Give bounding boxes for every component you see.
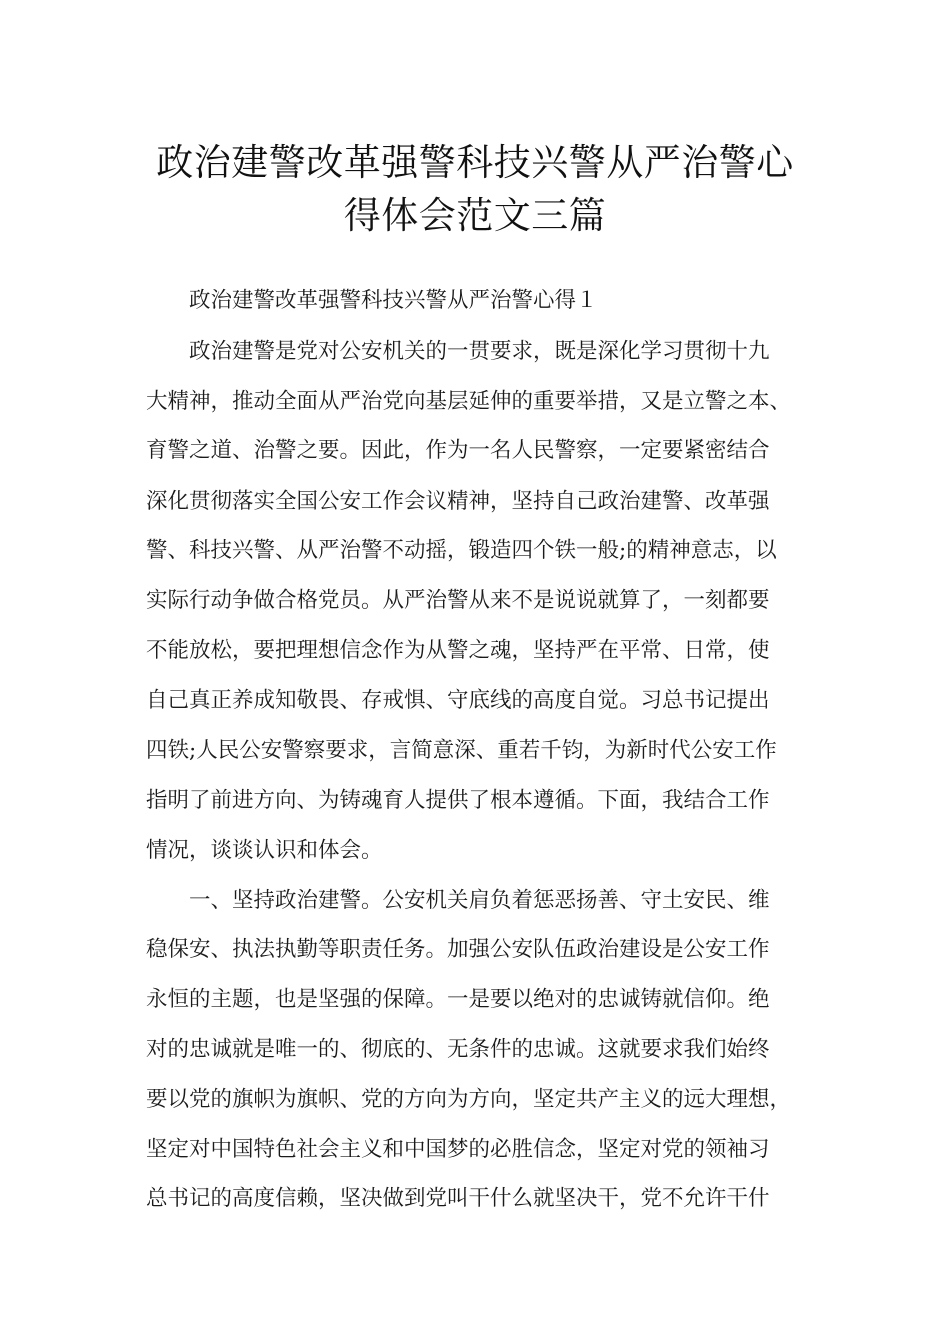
- paragraph-line: 指明了前进方向、为铸魂育人提供了根本遵循。下面，我结合工作: [146, 788, 770, 813]
- paragraph-line: 实际行动争做合格党员。从严治警从来不是说说就算了，一刻都要: [146, 588, 770, 613]
- paragraph-line: 稳保安、执法执勤等职责任务。加强公安队伍政治建设是公安工作: [146, 937, 770, 962]
- paragraph-line: 自己真正养成知敬畏、存戒惧、守底线的高度自觉。习总书记提出: [146, 688, 770, 713]
- paragraph-line: 警、科技兴警、从严治警不动摇，锻造四个铁一般;的精神意志，以: [146, 538, 777, 563]
- paragraph-line: 总书记的高度信赖，坚决做到党叫干什么就坚决干，党不允许干什: [146, 1186, 770, 1211]
- document-title-line-1: 政治建警改革强警科技兴警从严治警心: [156, 141, 794, 184]
- document-title-line-2: 得体会范文三篇: [343, 194, 607, 237]
- paragraph-line: 不能放松，要把理想信念作为从警之魂，坚持严在平常、日常，使: [146, 638, 770, 663]
- paragraph-line: 政治建警是党对公安机关的一贯要求，既是深化学习贯彻十九: [146, 339, 770, 364]
- paragraph-line: 深化贯彻落实全国公安工作会议精神，坚持自己政治建警、改革强: [146, 489, 770, 514]
- paragraph-line: 永恒的主题，也是坚强的保障。一是要以绝对的忠诚铸就信仰。绝: [146, 987, 770, 1012]
- paragraph-line: 一、坚持政治建警。公安机关肩负着惩恶扬善、守土安民、维: [146, 888, 770, 913]
- paragraph-line: 育警之道、治警之要。因此，作为一名人民警察，一定要紧密结合: [146, 438, 770, 463]
- paragraph-line: 对的忠诚就是唯一的、彻底的、无条件的忠诚。这就要求我们始终: [146, 1037, 770, 1062]
- paragraph-line: 情况，谈谈认识和体会。: [146, 838, 383, 863]
- paragraph-line: 大精神，推动全面从严治党向基层延伸的重要举措，又是立警之本、: [146, 389, 792, 414]
- paragraph-line: 要以党的旗帜为旗帜、党的方向为方向，坚定共产主义的远大理想，: [146, 1087, 792, 1112]
- paragraph-line: 四铁;人民公安警察要求，言简意深、重若千钧，为新时代公安工作: [146, 738, 777, 763]
- section-heading: 政治建警改革强警科技兴警从严治警心得１: [146, 288, 598, 313]
- paragraph-line: 坚定对中国特色社会主义和中国梦的必胜信念，坚定对党的领袖习: [146, 1137, 770, 1162]
